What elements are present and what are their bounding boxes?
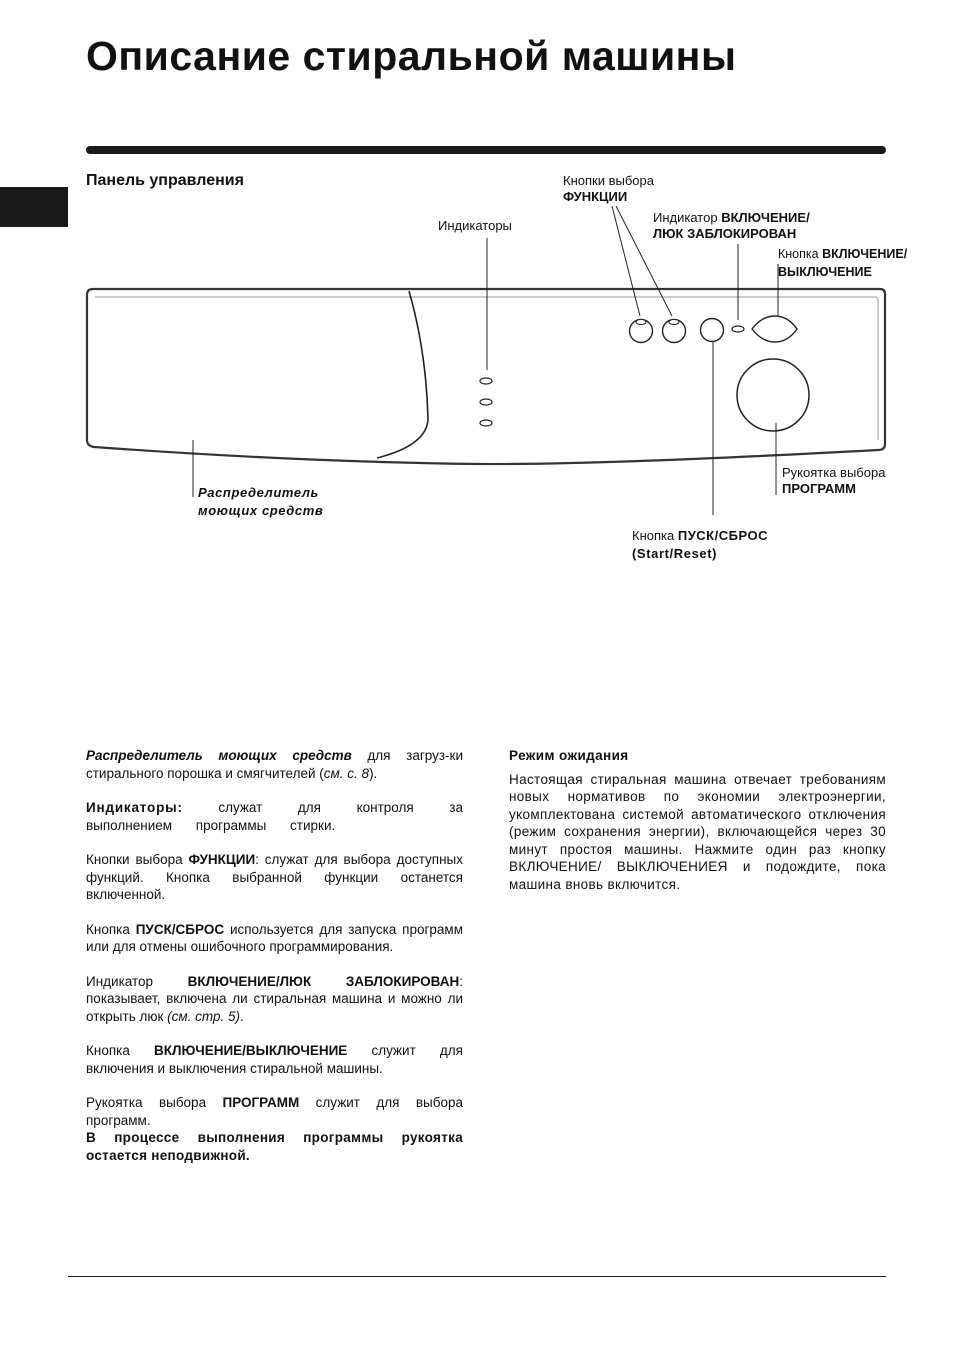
start-reset-button <box>701 319 724 342</box>
para-start-reset-term: ПУСК/СБРОС <box>135 921 225 937</box>
para-start-reset <box>86 921 463 956</box>
para-indicators <box>86 799 463 834</box>
indicator-led-2 <box>480 399 492 405</box>
para-onoff-button <box>86 1042 463 1077</box>
program-knob <box>737 359 809 431</box>
label-indicators: Индикаторы <box>438 218 512 233</box>
para-program-knob <box>86 1094 463 1164</box>
label-start-reset <box>632 527 768 563</box>
label-onoff-indicator-bold1: ВКЛЮЧЕНИЕ/ <box>721 210 810 225</box>
label-start-reset-line1 <box>632 527 768 545</box>
para-onoff-indicator-pre: Индикатор <box>86 973 188 989</box>
label-onoff-button <box>778 246 907 280</box>
label-function-buttons-line2: ФУНКЦИИ <box>563 189 628 204</box>
para-function-buttons-term: ФУНКЦИИ <box>188 852 256 867</box>
para-onoff-button-text: служит для включения и выключения стиральной машины. <box>86 1043 463 1076</box>
para-dispenser-term: Распределитель моющих средств <box>86 748 352 763</box>
label-onoff-indicator-line1 <box>653 210 810 226</box>
para-onoff-indicator-term: ВКЛЮЧЕНИЕ/ЛЮК ЗАБЛОКИРОВАН <box>187 973 460 989</box>
para-program-knob-bold: В процессе выполнения программы рукоятка остается неподвижной. <box>86 1130 463 1163</box>
para-onoff-button-term: ВКЛЮЧЕНИЕ/ВЫКЛЮЧЕНИЕ <box>154 1043 348 1058</box>
para-dispenser-text: для загруз-ки стирального порошка и смягчителей ( <box>86 748 463 781</box>
label-dispenser-line1: Распределитель <box>198 485 319 500</box>
function-button-1-led <box>636 320 646 325</box>
para-start-reset-text: используется для запуска программ или для отмены ошибочного программирования. <box>86 921 463 954</box>
label-onoff-button-line2: ВЫКЛЮЧЕНИЕ <box>778 265 872 279</box>
para-start-reset-pre: Кнопка <box>86 921 136 937</box>
section-heading: Панель управления <box>86 172 244 189</box>
page-title: Описание стиральной машины <box>86 33 737 79</box>
para-program-knob-term: ПРОГРАММ <box>222 1095 300 1110</box>
para-onoff-button-pre: Кнопка <box>86 1043 155 1058</box>
label-onoff-button-line1 <box>778 246 907 262</box>
para-dispenser <box>86 747 463 782</box>
label-onoff-indicator-pre: Индикатор <box>653 210 718 225</box>
label-onoff-indicator-line2: ЛЮК ЗАБЛОКИРОВАН <box>653 226 797 241</box>
para-onoff-indicator <box>86 973 463 1026</box>
right-column <box>509 747 886 893</box>
control-panel-diagram <box>0 0 954 600</box>
label-function-buttons <box>563 173 654 205</box>
para-onoff-indicator-end: . <box>240 1008 244 1024</box>
label-dispenser <box>198 484 323 520</box>
para-function-buttons-text: : служат для выбора доступных функций. Кнопка выбранной функции останется включенной. <box>86 852 464 902</box>
para-indicators-text: служат для контроля за выполнением программы стирки. <box>86 800 463 833</box>
para-function-buttons <box>86 851 463 904</box>
label-dispenser-line2: моющих средств <box>198 503 324 518</box>
left-column <box>86 747 463 1181</box>
para-function-buttons-pre: Кнопки выбора <box>86 852 189 867</box>
para-program-knob-text: служит для выбора программ. <box>86 1095 463 1128</box>
function-button-2-led <box>669 320 679 325</box>
label-start-reset-pre: Кнопка <box>632 528 675 543</box>
para-onoff-indicator-text: : показывает, включена ли стиральная машина и можно ли открыть люк <box>86 973 463 1024</box>
label-onoff-button-pre: Кнопка <box>778 247 819 261</box>
onoff-led <box>732 326 744 332</box>
label-function-buttons-line1: Кнопки выбора <box>563 173 654 188</box>
label-start-reset-line2: (Start/Reset) <box>632 546 718 561</box>
standby-heading: Режим ожидания <box>509 748 629 763</box>
indicator-led-1 <box>480 378 492 384</box>
label-onoff-button-bold1: ВКЛЮЧЕНИЕ/ <box>822 247 908 261</box>
label-onoff-indicator <box>653 210 810 242</box>
standby-text: Настоящая стиральная машина отвечает требованиям новых нормативов по экономии электроэнергии, укомплектована системой автоматического отключения (режим сохранения энергии), включающейся через 30 минут простоя машины. Нажмите один раз кнопку ВКЛЮЧЕНИЕ/ ВЫКЛЮЧЕНИЕЯ и подождите, пока машина вновь включится. <box>509 771 886 892</box>
para-program-knob-pre: Рукоятка выбора <box>86 1095 223 1110</box>
para-indicators-term: Индикаторы: <box>86 800 183 815</box>
label-program-knob-line1: Рукоятка выбора <box>782 465 886 480</box>
label-start-reset-bold: ПУСК/СБРОС <box>677 528 768 543</box>
indicator-led-3 <box>480 420 492 426</box>
label-program-knob <box>782 465 885 497</box>
para-dispenser-end: ). <box>369 765 378 781</box>
label-program-knob-line2: ПРОГРАММ <box>782 481 856 496</box>
footer-rule <box>68 1276 886 1277</box>
para-dispenser-ref: см. с. 8 <box>323 765 370 781</box>
para-onoff-indicator-ref: (см. стр. 5) <box>167 1008 240 1024</box>
